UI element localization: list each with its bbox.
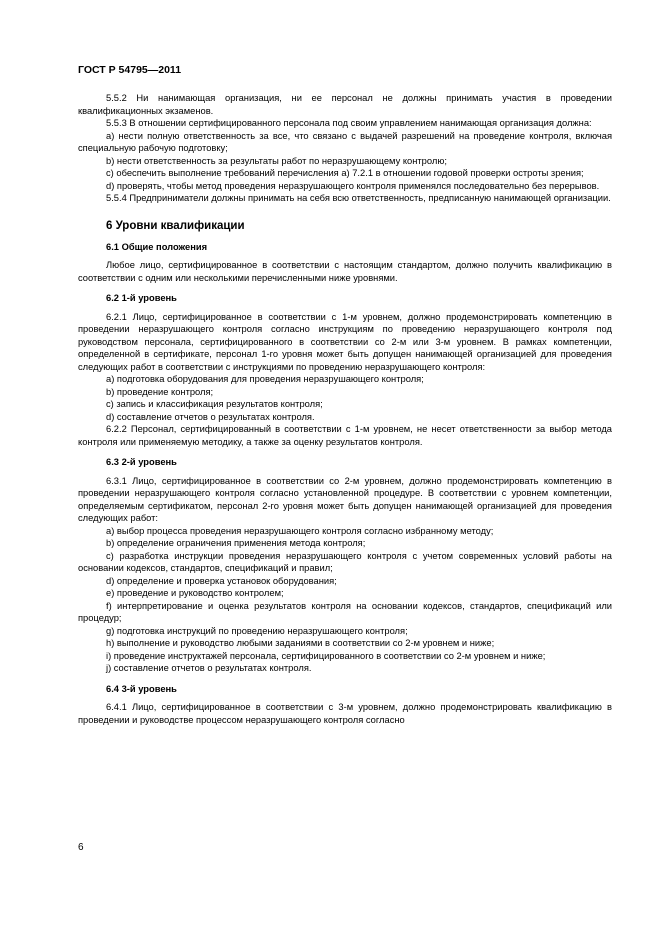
- paragraph-6-2-1: 6.2.1 Лицо, сертифицированное в соответствии с 1-м уровнем, должно продемонстрировать компетенцию в проведении неразрушающего контроля согласно инструкциям по проведению неразрушающего контроля под руководством персонала, сертифицированного в соответствии со 2-м или 3-м уровнем. В рамках компетенции, определенной в сертификате, персонал 1-го уровня может быть допущен нанимающей организацией для проведения следующих работ в соответствии с инструкциями по проведению неразрушающего контроля:: [78, 311, 612, 372]
- list-item: i) проведение инструктажей персонала, сертифицированного в соответствии со 2-м уровнем и ниже;: [106, 650, 546, 661]
- paragraph-5-5-2: 5.5.2 Ни нанимающая организация, ни ее персонал не должны принимать участия в проведении квалификационных экзаменов.: [78, 93, 612, 116]
- list-item: j) составление отчетов о результатах контроля.: [106, 663, 312, 673]
- list-item: c) запись и классификация результатов контроля;: [106, 399, 323, 409]
- list-item: g) подготовка инструкций по проведению неразрушающего контроля;: [106, 625, 408, 636]
- section-6-3-heading: 6.3 2-й уровень: [106, 457, 177, 467]
- list-item: e) проведение и руководство контролем;: [106, 588, 284, 598]
- section-6-2-heading: 6.2 1-й уровень: [106, 293, 177, 303]
- section-6-4-heading: 6.4 3-й уровень: [106, 683, 177, 694]
- paragraph-5-5-4: 5.5.4 Предприниматели должны принимать на себя всю ответственность, предписанную нанимающей организации.: [106, 193, 611, 203]
- list-item: b) нести ответственность за результаты работ по неразрушающему контролю;: [106, 155, 447, 166]
- section-6-heading: 6 Уровни квалификации: [106, 219, 245, 232]
- document-body: [78, 92, 612, 726]
- list-item: c) обеспечить выполнение требований перечисления а) 7.2.1 в отношении годовой проверки остроты зрения;: [106, 168, 584, 178]
- list-item: d) составление отчетов о результатах контроля.: [106, 411, 315, 422]
- list-item: b) проведение контроля;: [106, 386, 214, 397]
- paragraph-6-1: Любое лицо, сертифицированное в соответствии с настоящим стандартом, должно получить квалификацию в соответствии с одним или несколькими перечисленными ниже уровнями.: [78, 260, 612, 283]
- section-6-1-heading: 6.1 Общие положения: [106, 241, 208, 252]
- list-item: а) нести полную ответственность за все, что связано с выдачей разрешений на проведение контроля, включая специальную рабочую подготовку;: [78, 130, 612, 153]
- list-item: h) выполнение и руководство любыми заданиями в соответствии со 2-м уровнем и ниже;: [106, 638, 495, 648]
- paragraph-6-2-2: 6.2.2 Персонал, сертифицированный в соответствии с 1-м уровнем, не несет ответственности за выбор метода контроля или применяемую методику, а также за оценку результатов контроля.: [78, 424, 612, 447]
- list-item: d) проверять, чтобы метод проведения неразрушающего контроля применялся последовательно без перерывов.: [106, 180, 600, 191]
- paragraph-6-4-1: 6.4.1 Лицо, сертифицированное в соответствии с 3-м уровнем, должно продемонстрировать квалификацию в проведении и руководстве процессом неразрушающего контроля согласно: [78, 702, 612, 725]
- paragraph-6-3-1: 6.3.1 Лицо, сертифицированное в соответствии со 2-м уровнем, должно продемонстрировать компетенцию в проведении неразрушающего контроля согласно установленной процедуре. В соответствии с уровнем компетенции, определяемым сертификатом, персонал 2-го уровня может быть допущен нанимающей организацией для проведения следующих работ:: [78, 475, 612, 523]
- list-item: b) определение ограничения применения метода контроля;: [106, 538, 366, 548]
- list-item: c) разработка инструкции проведения неразрушающего контроля с учетом современных условий работы на основании кодексов, стандартов, спецификаций и правил;: [78, 550, 612, 573]
- paragraph-5-5-3: 5.5.3 В отношении сертифицированного персонала под своим управлением нанимающая организация должна:: [106, 118, 592, 128]
- list-item: а) выбор процесса проведения неразрушающего контроля согласно избранному методу;: [106, 525, 494, 536]
- page-number: 6: [78, 842, 84, 853]
- document-id: ГОСТ Р 54795—2011: [78, 64, 182, 76]
- list-item: а) подготовка оборудования для проведения неразрушающего контроля;: [106, 374, 424, 384]
- list-item: f) интерпретирование и оценка результатов контроля на основании кодексов, стандартов, спецификаций или процедур;: [78, 600, 612, 623]
- list-item: d) определение и проверка установок оборудования;: [106, 575, 337, 586]
